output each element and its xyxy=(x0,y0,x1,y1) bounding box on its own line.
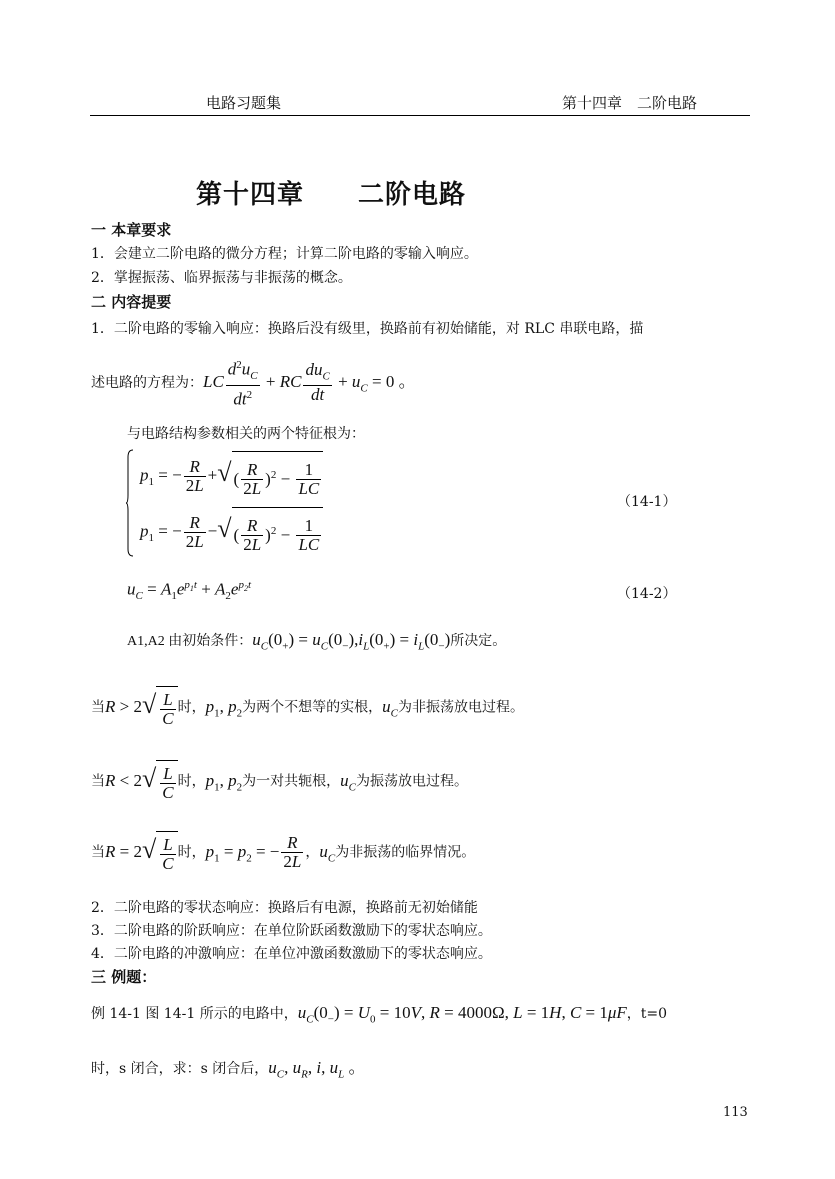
section-requirements: 一 本章要求 xyxy=(91,221,172,239)
equation-number-14-1: （14-1） xyxy=(617,494,677,510)
example-intro: 例 14-1 图 14-1 所示的电路中， xyxy=(91,1006,298,1022)
case2-tail: 为一对共轭根， xyxy=(242,773,341,790)
case2-end: 为振荡放电过程。 xyxy=(355,773,468,790)
root-p2-equation: $p_1$ = − $\frac{R}{2L}$ −√ ( $\frac{R}{2L}$ )$^2$ − $\frac{1}{LC}$ xyxy=(140,506,323,552)
root-p1-equation: $p_1$ = − $\frac{R}{2L}$ +√ ( $\frac{R}{2L}$ )$^2$ − $\frac{1}{LC}$ xyxy=(140,450,323,496)
content-p1b-line xyxy=(91,356,416,409)
example-line-2: 时，s 闭合，求：s 闭合后，$u_C$, $u_R$, i, $u_L$ 。 xyxy=(91,1058,366,1081)
section-examples: 三 例题： xyxy=(91,968,157,986)
chapter-title: 第十四章 二阶电路 xyxy=(196,180,467,210)
rlc-differential-equation: LC $\frac{d^2u_C}{dt^2}$ + RC $\frac{du_C}{dt}$ + $u_C = 0$ 。 xyxy=(203,359,416,409)
header-left: 电路习题集 xyxy=(206,94,282,112)
initial-conditions-line: A1,A2 由初始条件：$u_C(0_+) = u_C(0_-),i_L(0_+) = i_L(0_-)$所决定。 xyxy=(127,630,507,653)
uc-solution-equation: $u_C = A_1e^{p_1t} + A_2e^{p_2t}$ xyxy=(127,579,252,603)
header-right: 第十四章 二阶电路 xyxy=(562,94,698,112)
case1-shi: 时， xyxy=(177,699,206,716)
case2-shi: 时， xyxy=(177,773,206,790)
initial-conditions-tail: 所决定。 xyxy=(450,633,507,649)
case2-dang: 当 xyxy=(91,773,105,790)
example-line-1: 例 14-1 图 14-1 所示的电路中，$u_C(0_-) = U_0 = 10V$, R = 4000Ω, L = 1H, C = 1μF，t=0 xyxy=(91,1003,668,1026)
content-p2: 2．二阶电路的零状态响应：换路后有电源，换路前无初始储能 xyxy=(91,900,478,916)
example-question: 时，s 闭合，求：s 闭合后， xyxy=(91,1061,269,1077)
content-p4: 4．二阶电路的冲激响应：在单位冲激函数激励下的零状态响应。 xyxy=(91,946,492,962)
case-underdamped: 当R < 2√ $\frac{L}{C}$ 时，$p_1$, $p_2$为一对共轭根，$u_C$为振荡放电过程。 xyxy=(91,757,468,801)
content-p1a: 1．二阶电路的零输入响应：换路后没有级里，换路前有初始储能，对 RLC 串联电路，描 xyxy=(91,321,644,337)
requirement-2: 2．掌握振荡、临界振荡与非振荡的概念。 xyxy=(91,270,352,286)
case3-end: 为非振荡的临界情况。 xyxy=(335,844,476,861)
content-p3: 3．二阶电路的阶跃响应：在单位阶跃函数激励下的零状态响应。 xyxy=(91,923,492,939)
requirement-1: 1．会建立二阶电路的微分方程；计算二阶电路的零输入响应。 xyxy=(91,246,478,262)
section-summary: 二 内容提要 xyxy=(91,293,172,311)
case3-dang: 当 xyxy=(91,844,105,861)
initial-conditions-label: A1,A2 由初始条件： xyxy=(127,634,253,649)
case-overdamped: 当R > 2√ $\frac{L}{C}$ 时，$p_1$, $p_2$为两个不想等的实根，$u_C$为非振荡放电过程。 xyxy=(91,683,524,727)
case-critical: 当R = 2√ $\frac{L}{C}$ 时，$p_1 = p_2$ = − $\frac{R}{2L}$ ，$u_C$为非振荡的临界情况。 xyxy=(91,828,475,872)
header-rule xyxy=(90,115,750,116)
case3-shi: 时， xyxy=(177,844,206,861)
page-number: 113 xyxy=(723,1105,748,1120)
content-p1c: 与电路结构参数相关的两个特征根为： xyxy=(127,426,365,442)
case1-tail: 为两个不想等的实根， xyxy=(242,699,383,716)
equation-number-14-2: （14-2） xyxy=(617,586,677,602)
system-brace xyxy=(126,449,134,557)
case1-end: 为非振荡放电过程。 xyxy=(397,699,524,716)
example-intro-tail: ，t=0 xyxy=(626,1006,668,1022)
content-p1b: 述电路的方程为： xyxy=(91,374,203,391)
case1-dang: 当 xyxy=(91,699,105,716)
